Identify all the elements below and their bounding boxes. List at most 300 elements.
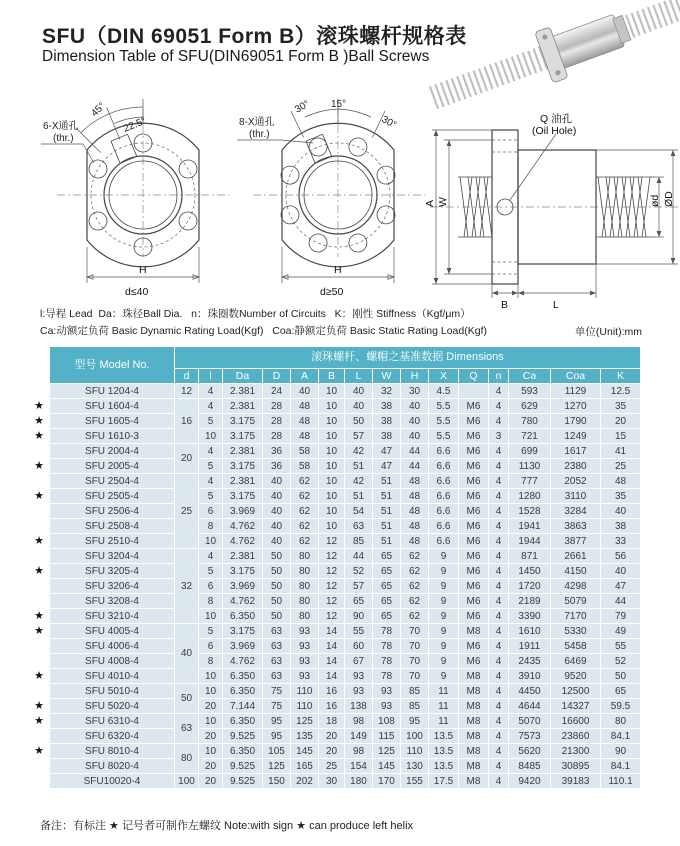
value-cell-B: 20 xyxy=(319,744,345,759)
value-cell-A: 62 xyxy=(291,534,319,549)
d-cell: 63 xyxy=(175,714,199,744)
hole-callout: 8-X通孔 xyxy=(239,117,275,128)
value-cell-Coa: 16600 xyxy=(551,714,601,729)
value-cell-B: 30 xyxy=(319,774,345,789)
value-cell-Ca: 9420 xyxy=(509,774,551,789)
model-no-cell: SFU 1605-4 xyxy=(50,414,175,429)
value-cell-B: 14 xyxy=(319,654,345,669)
value-cell-L: 54 xyxy=(345,504,373,519)
left-helix-star: ★ xyxy=(31,609,50,624)
value-cell-A: 48 xyxy=(291,429,319,444)
value-cell-L: 180 xyxy=(345,774,373,789)
value-cell-B: 25 xyxy=(319,759,345,774)
value-cell-Da: 4.762 xyxy=(223,654,263,669)
value-cell-H: 100 xyxy=(401,729,429,744)
value-cell-Ca: 5620 xyxy=(509,744,551,759)
dim-bd-label: ØD xyxy=(663,191,675,207)
value-cell-W: 125 xyxy=(373,744,401,759)
d-cell: 16 xyxy=(175,399,199,444)
value-cell-H: 70 xyxy=(401,654,429,669)
value-cell-X: 9 xyxy=(429,669,459,684)
value-cell-B: 12 xyxy=(319,579,345,594)
hole-section xyxy=(111,134,137,163)
value-cell-Q: M8 xyxy=(459,714,489,729)
value-cell-Q: M6 xyxy=(459,444,489,459)
value-cell-L: 93 xyxy=(345,684,373,699)
value-cell-B: 10 xyxy=(319,429,345,444)
value-cell-n: 4 xyxy=(489,594,509,609)
flange-drawing-8hole xyxy=(239,95,443,307)
value-cell-W: 38 xyxy=(373,429,401,444)
table-row xyxy=(31,729,641,744)
value-cell-Ca: 3910 xyxy=(509,669,551,684)
value-cell-Da: 6.350 xyxy=(223,744,263,759)
star-spacer xyxy=(31,594,50,609)
dimensions-group-header: 滚珠螺杆、螺帽之基准数据 Dimensions xyxy=(175,347,641,369)
value-cell-K: 79 xyxy=(601,609,641,624)
model-no-cell: SFU 8010-4 xyxy=(50,744,175,759)
table-row xyxy=(31,504,641,519)
value-cell-l: 6 xyxy=(199,504,223,519)
star-spacer xyxy=(31,639,50,654)
value-cell-X: 13.5 xyxy=(429,759,459,774)
value-cell-B: 18 xyxy=(319,714,345,729)
value-cell-Ca: 4450 xyxy=(509,684,551,699)
value-cell-Q: M8 xyxy=(459,669,489,684)
value-cell-D: 63 xyxy=(263,639,291,654)
value-cell-D: 40 xyxy=(263,474,291,489)
value-cell-B: 14 xyxy=(319,639,345,654)
value-cell-D: 50 xyxy=(263,579,291,594)
value-cell-Q: M6 xyxy=(459,534,489,549)
star-spacer xyxy=(31,474,50,489)
value-cell-D: 63 xyxy=(263,669,291,684)
value-cell-l: 6 xyxy=(199,579,223,594)
model-no-cell: SFU 4005-4 xyxy=(50,624,175,639)
value-cell-L: 60 xyxy=(345,639,373,654)
value-cell-n: 4 xyxy=(489,699,509,714)
value-cell-D: 40 xyxy=(263,519,291,534)
value-cell-Ca: 1610 xyxy=(509,624,551,639)
value-cell-B: 14 xyxy=(319,624,345,639)
value-cell-B: 12 xyxy=(319,534,345,549)
value-cell-n: 4 xyxy=(489,459,509,474)
value-cell-Q: M8 xyxy=(459,624,489,639)
value-cell-D: 150 xyxy=(263,774,291,789)
value-cell-W: 38 xyxy=(373,399,401,414)
value-cell-A: 202 xyxy=(291,774,319,789)
value-cell-l: 20 xyxy=(199,759,223,774)
value-cell-Coa: 4298 xyxy=(551,579,601,594)
value-cell-H: 44 xyxy=(401,459,429,474)
model-no-cell: SFU 4006-4 xyxy=(50,639,175,654)
model-no-cell: SFU 8020-4 xyxy=(50,759,175,774)
value-cell-Coa: 1270 xyxy=(551,399,601,414)
table-row xyxy=(31,609,641,624)
value-cell-H: 155 xyxy=(401,774,429,789)
value-cell-H: 85 xyxy=(401,699,429,714)
value-cell-D: 63 xyxy=(263,624,291,639)
value-cell-Ca: 871 xyxy=(509,549,551,564)
page-subtitle: Dimension Table of SFU(DIN69051 Form B )Ball Screws xyxy=(42,48,430,65)
value-cell-K: 84.1 xyxy=(601,759,641,774)
value-cell-A: 125 xyxy=(291,714,319,729)
oil-hole-label: (Oil Hole) xyxy=(532,125,577,137)
value-cell-W: 78 xyxy=(373,654,401,669)
value-cell-Q xyxy=(459,384,489,399)
value-cell-Coa: 12500 xyxy=(551,684,601,699)
dim-h-label: H xyxy=(334,264,342,276)
value-cell-Coa: 5458 xyxy=(551,639,601,654)
value-cell-H: 110 xyxy=(401,744,429,759)
value-cell-H: 62 xyxy=(401,579,429,594)
value-cell-K: 49 xyxy=(601,624,641,639)
left-helix-star: ★ xyxy=(31,414,50,429)
value-cell-n: 4 xyxy=(489,414,509,429)
value-cell-L: 65 xyxy=(345,594,373,609)
value-cell-n: 4 xyxy=(489,549,509,564)
hole-callout: (thr.) xyxy=(53,133,74,144)
model-no-cell: SFU 1610-3 xyxy=(50,429,175,444)
value-cell-B: 14 xyxy=(319,669,345,684)
value-cell-Da: 3.175 xyxy=(223,429,263,444)
value-cell-K: 20 xyxy=(601,414,641,429)
value-cell-K: 12.5 xyxy=(601,384,641,399)
col-header-H: H xyxy=(401,369,429,384)
value-cell-Da: 6.350 xyxy=(223,609,263,624)
dim-b-label: B xyxy=(501,299,509,311)
value-cell-Da: 3.969 xyxy=(223,639,263,654)
value-cell-D: 50 xyxy=(263,609,291,624)
value-cell-Ca: 5070 xyxy=(509,714,551,729)
value-cell-l: 5 xyxy=(199,624,223,639)
table-row xyxy=(31,534,641,549)
value-cell-Q: M6 xyxy=(459,504,489,519)
value-cell-Coa: 21300 xyxy=(551,744,601,759)
d-cell: 12 xyxy=(175,384,199,399)
col-header-A: A xyxy=(291,369,319,384)
star-spacer xyxy=(31,549,50,564)
value-cell-X: 13.5 xyxy=(429,729,459,744)
value-cell-X: 6.6 xyxy=(429,474,459,489)
star-spacer xyxy=(31,759,50,774)
hole-callout: 6-X通孔 xyxy=(43,121,79,132)
value-cell-W: 170 xyxy=(373,774,401,789)
model-no-cell: SFU 5020-4 xyxy=(50,699,175,714)
value-cell-D: 36 xyxy=(263,459,291,474)
value-cell-D: 63 xyxy=(263,654,291,669)
value-cell-X: 9 xyxy=(429,624,459,639)
value-cell-Ca: 699 xyxy=(509,444,551,459)
model-no-cell: SFU 1204-4 xyxy=(50,384,175,399)
value-cell-Ca: 1280 xyxy=(509,489,551,504)
value-cell-K: 65 xyxy=(601,684,641,699)
value-cell-Da: 9.525 xyxy=(223,774,263,789)
value-cell-X: 6.6 xyxy=(429,534,459,549)
value-cell-L: 52 xyxy=(345,564,373,579)
col-header-B: B xyxy=(319,369,345,384)
table-row xyxy=(31,669,641,684)
value-cell-Coa: 2661 xyxy=(551,549,601,564)
ballscrew-photo xyxy=(425,2,675,114)
value-cell-Q: M6 xyxy=(459,429,489,444)
value-cell-Ca: 1528 xyxy=(509,504,551,519)
value-cell-H: 62 xyxy=(401,594,429,609)
table-row xyxy=(31,414,641,429)
model-no-cell: SFU 3210-4 xyxy=(50,609,175,624)
value-cell-A: 145 xyxy=(291,744,319,759)
value-cell-L: 57 xyxy=(345,579,373,594)
value-cell-A: 93 xyxy=(291,639,319,654)
value-cell-X: 13.5 xyxy=(429,744,459,759)
value-cell-Da: 3.175 xyxy=(223,459,263,474)
value-cell-Q: M6 xyxy=(459,549,489,564)
value-cell-n: 4 xyxy=(489,504,509,519)
table-row xyxy=(31,474,641,489)
value-cell-Coa: 3863 xyxy=(551,519,601,534)
value-cell-Q: M6 xyxy=(459,639,489,654)
table-row xyxy=(31,579,641,594)
value-cell-L: 55 xyxy=(345,624,373,639)
value-cell-A: 62 xyxy=(291,474,319,489)
value-cell-X: 6.6 xyxy=(429,519,459,534)
value-cell-Coa: 39183 xyxy=(551,774,601,789)
value-cell-H: 70 xyxy=(401,639,429,654)
angle-label: 30° xyxy=(379,114,399,132)
value-cell-Q: M8 xyxy=(459,729,489,744)
value-cell-W: 93 xyxy=(373,684,401,699)
value-cell-l: 10 xyxy=(199,429,223,444)
table-row xyxy=(31,384,641,399)
value-cell-Q: M8 xyxy=(459,684,489,699)
value-cell-K: 59.5 xyxy=(601,699,641,714)
value-cell-W: 65 xyxy=(373,564,401,579)
value-cell-A: 135 xyxy=(291,729,319,744)
value-cell-B: 12 xyxy=(319,609,345,624)
value-cell-K: 55 xyxy=(601,639,641,654)
left-helix-star: ★ xyxy=(31,399,50,414)
left-helix-star: ★ xyxy=(31,564,50,579)
model-no-cell: SFU 6320-4 xyxy=(50,729,175,744)
value-cell-H: 40 xyxy=(401,399,429,414)
value-cell-D: 36 xyxy=(263,444,291,459)
value-cell-Da: 3.175 xyxy=(223,564,263,579)
value-cell-X: 9 xyxy=(429,579,459,594)
d-cell: 50 xyxy=(175,684,199,714)
value-cell-Coa: 14327 xyxy=(551,699,601,714)
value-cell-W: 51 xyxy=(373,474,401,489)
value-cell-n: 4 xyxy=(489,384,509,399)
value-cell-Ca: 593 xyxy=(509,384,551,399)
table-row xyxy=(31,714,641,729)
value-cell-Da: 2.381 xyxy=(223,384,263,399)
value-cell-A: 110 xyxy=(291,699,319,714)
left-helix-star: ★ xyxy=(31,624,50,639)
value-cell-Da: 3.175 xyxy=(223,489,263,504)
value-cell-n: 4 xyxy=(489,714,509,729)
value-cell-L: 90 xyxy=(345,609,373,624)
col-header-n: n xyxy=(489,369,509,384)
legend-note-line1: l:导程 Lead Da：珠径Ball Dia. n：珠圈数Number of Circuits K：刚性 Stiffness（Kgf/μm） xyxy=(40,308,471,320)
value-cell-W: 65 xyxy=(373,549,401,564)
table-row xyxy=(31,564,641,579)
value-cell-K: 41 xyxy=(601,444,641,459)
value-cell-X: 6.6 xyxy=(429,504,459,519)
page-title: SFU（DIN 69051 Form B）滚珠螺杆规格表 xyxy=(42,25,467,48)
value-cell-W: 93 xyxy=(373,699,401,714)
value-cell-H: 130 xyxy=(401,759,429,774)
value-cell-L: 149 xyxy=(345,729,373,744)
value-cell-D: 28 xyxy=(263,429,291,444)
value-cell-Q: M6 xyxy=(459,564,489,579)
value-cell-L: 50 xyxy=(345,414,373,429)
value-cell-Da: 2.381 xyxy=(223,444,263,459)
value-cell-A: 62 xyxy=(291,504,319,519)
value-cell-Ca: 1720 xyxy=(509,579,551,594)
value-cell-A: 58 xyxy=(291,459,319,474)
value-cell-X: 9 xyxy=(429,609,459,624)
value-cell-K: 40 xyxy=(601,564,641,579)
d-cell: 20 xyxy=(175,444,199,474)
value-cell-H: 70 xyxy=(401,624,429,639)
value-cell-X: 5.5 xyxy=(429,429,459,444)
value-cell-Da: 3.175 xyxy=(223,414,263,429)
value-cell-Ca: 4644 xyxy=(509,699,551,714)
dim-d-label: d≤40 xyxy=(125,286,149,298)
value-cell-Da: 6.350 xyxy=(223,714,263,729)
value-cell-K: 33 xyxy=(601,534,641,549)
table-row xyxy=(31,549,641,564)
value-cell-n: 4 xyxy=(489,774,509,789)
value-cell-Q: M6 xyxy=(459,654,489,669)
value-cell-B: 10 xyxy=(319,519,345,534)
value-cell-Coa: 3284 xyxy=(551,504,601,519)
value-cell-B: 12 xyxy=(319,564,345,579)
model-no-cell: SFU 1604-4 xyxy=(50,399,175,414)
value-cell-l: 4 xyxy=(199,549,223,564)
col-header-Coa: Coa xyxy=(551,369,601,384)
table-row xyxy=(31,624,641,639)
value-cell-X: 9 xyxy=(429,564,459,579)
value-cell-W: 115 xyxy=(373,729,401,744)
value-cell-n: 4 xyxy=(489,564,509,579)
star-spacer xyxy=(31,519,50,534)
unit-label: 单位(Unit):mm xyxy=(574,326,642,338)
value-cell-D: 50 xyxy=(263,549,291,564)
value-cell-K: 50 xyxy=(601,669,641,684)
angle-label: 30° xyxy=(293,98,312,116)
value-cell-l: 5 xyxy=(199,459,223,474)
left-helix-star: ★ xyxy=(31,489,50,504)
value-cell-Ca: 1941 xyxy=(509,519,551,534)
model-no-cell: SFU 4008-4 xyxy=(50,654,175,669)
value-cell-K: 110.1 xyxy=(601,774,641,789)
value-cell-l: 10 xyxy=(199,534,223,549)
value-cell-D: 24 xyxy=(263,384,291,399)
value-cell-A: 62 xyxy=(291,489,319,504)
value-cell-n: 4 xyxy=(489,624,509,639)
value-cell-D: 95 xyxy=(263,714,291,729)
star-spacer xyxy=(31,654,50,669)
model-no-cell: SFU10020-4 xyxy=(50,774,175,789)
value-cell-l: 10 xyxy=(199,744,223,759)
col-header-d: d xyxy=(175,369,199,384)
value-cell-X: 11 xyxy=(429,714,459,729)
hole-section xyxy=(306,134,332,163)
value-cell-H: 30 xyxy=(401,384,429,399)
value-cell-Da: 4.762 xyxy=(223,594,263,609)
star-spacer xyxy=(31,579,50,594)
value-cell-Da: 9.525 xyxy=(223,759,263,774)
value-cell-D: 95 xyxy=(263,729,291,744)
value-cell-L: 93 xyxy=(345,669,373,684)
value-cell-K: 80 xyxy=(601,714,641,729)
value-cell-X: 6.6 xyxy=(429,444,459,459)
left-helix-star: ★ xyxy=(31,459,50,474)
value-cell-A: 58 xyxy=(291,444,319,459)
value-cell-Coa: 5079 xyxy=(551,594,601,609)
dim-l-label: L xyxy=(553,299,559,311)
value-cell-H: 62 xyxy=(401,564,429,579)
value-cell-A: 80 xyxy=(291,549,319,564)
table-row xyxy=(31,459,641,474)
value-cell-B: 10 xyxy=(319,474,345,489)
value-cell-l: 20 xyxy=(199,774,223,789)
value-cell-D: 75 xyxy=(263,684,291,699)
value-cell-A: 110 xyxy=(291,684,319,699)
value-cell-Q: M6 xyxy=(459,399,489,414)
footer-note: 备注：有标注 ★ 记号者可制作左螺纹 Note:with sign ★ can produce left helix xyxy=(40,820,414,832)
value-cell-l: 4 xyxy=(199,384,223,399)
value-cell-L: 42 xyxy=(345,474,373,489)
left-helix-star: ★ xyxy=(31,429,50,444)
value-cell-Coa: 23860 xyxy=(551,729,601,744)
value-cell-Da: 4.762 xyxy=(223,534,263,549)
value-cell-A: 80 xyxy=(291,609,319,624)
value-cell-D: 125 xyxy=(263,759,291,774)
dimension-table xyxy=(30,346,641,789)
value-cell-L: 40 xyxy=(345,384,373,399)
value-cell-Ca: 1450 xyxy=(509,564,551,579)
value-cell-H: 48 xyxy=(401,534,429,549)
value-cell-K: 35 xyxy=(601,489,641,504)
value-cell-D: 28 xyxy=(263,414,291,429)
value-cell-Q: M6 xyxy=(459,474,489,489)
value-cell-A: 48 xyxy=(291,414,319,429)
value-cell-H: 48 xyxy=(401,519,429,534)
value-cell-A: 93 xyxy=(291,669,319,684)
value-cell-l: 10 xyxy=(199,609,223,624)
dim-d-label: d≥50 xyxy=(320,286,344,298)
value-cell-H: 48 xyxy=(401,489,429,504)
value-cell-W: 78 xyxy=(373,624,401,639)
value-cell-W: 32 xyxy=(373,384,401,399)
value-cell-K: 38 xyxy=(601,519,641,534)
table-row xyxy=(31,639,641,654)
star-spacer xyxy=(31,384,50,399)
value-cell-B: 10 xyxy=(319,384,345,399)
value-cell-n: 4 xyxy=(489,669,509,684)
value-cell-L: 44 xyxy=(345,549,373,564)
model-no-cell: SFU 3205-4 xyxy=(50,564,175,579)
value-cell-D: 40 xyxy=(263,504,291,519)
star-spacer xyxy=(31,444,50,459)
value-cell-B: 10 xyxy=(319,399,345,414)
value-cell-A: 80 xyxy=(291,579,319,594)
value-cell-D: 50 xyxy=(263,564,291,579)
value-cell-K: 35 xyxy=(601,399,641,414)
dim-h-label: H xyxy=(139,264,147,276)
